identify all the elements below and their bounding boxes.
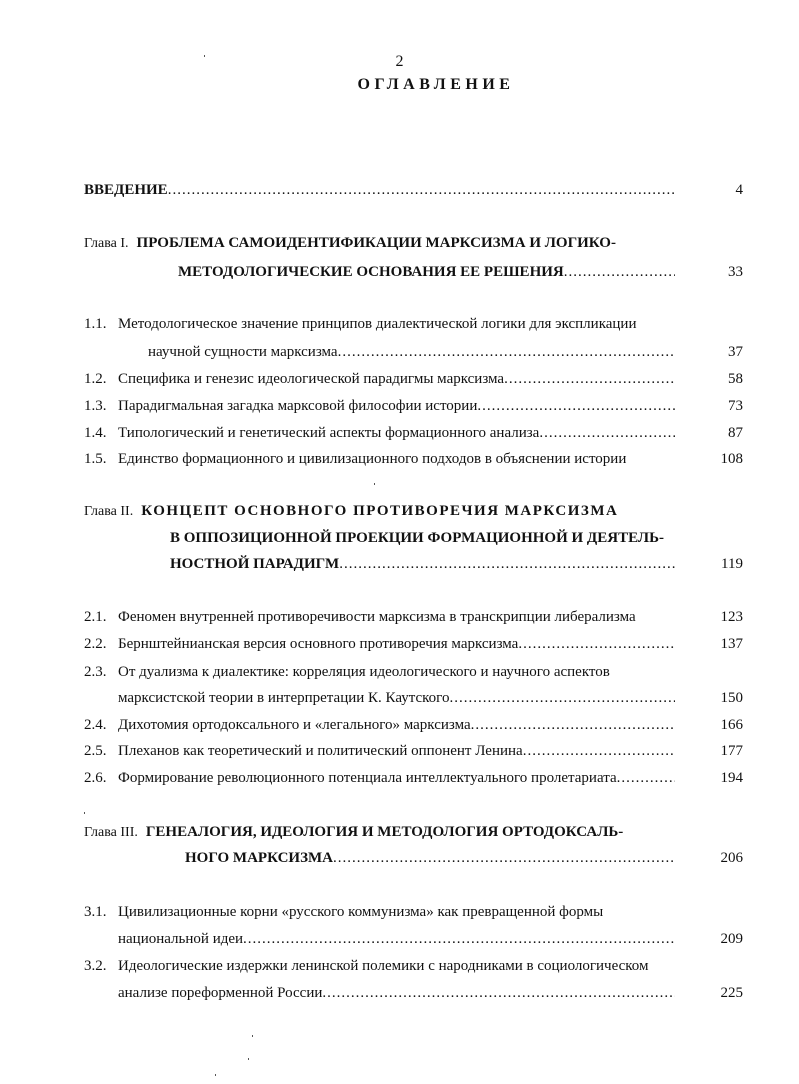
entry-page: 194 [720, 770, 743, 786]
entry-page: 123 [720, 609, 743, 625]
section-number: 3.2. [84, 958, 107, 974]
chapter-label: Глава II. [84, 504, 134, 519]
dot-leader [339, 556, 675, 573]
chapter-title: ГЕНЕАЛОГИЯ, ИДЕОЛОГИЯ И МЕТОДОЛОГИЯ ОРТОДОКСАЛЬ- [145, 824, 624, 840]
toc-entry [84, 743, 675, 763]
section-number: 2.5. [84, 743, 107, 759]
entry-page: 108 [720, 451, 743, 467]
toc-entry [84, 425, 675, 445]
dot-leader [504, 371, 675, 388]
section-number: 1.1. [84, 316, 107, 332]
section-number: 2.4. [84, 717, 107, 733]
dot-leader [243, 931, 675, 948]
dot-leader [539, 425, 675, 442]
toc-entry-intro [84, 182, 675, 202]
dot-leader [477, 398, 675, 415]
scan-speck [84, 812, 85, 814]
scan-speck [248, 1058, 249, 1060]
entry-page: 209 [720, 931, 743, 947]
toc-entry [84, 609, 636, 629]
entry-title: Специфика и генезис идеологической парадигмы марксизма [118, 371, 505, 387]
chapter-title: ПРОБЛЕМА САМОИДЕНТИФИКАЦИИ МАРКСИЗМА И ЛОГИКО- [136, 235, 616, 251]
scan-speck [204, 55, 205, 57]
entry-title: Парадигмальная загадка марксовой философии истории [118, 398, 478, 414]
entry-title: марксистской теории в интерпретации К. Каутского [118, 690, 450, 706]
chapter-title: МЕТОДОЛОГИЧЕСКИЕ ОСНОВАНИЯ ЕЕ РЕШЕНИЯ [178, 264, 564, 280]
section-number: 1.2. [84, 371, 107, 387]
chapter-title: НОСТНОЙ ПАРАДИГМ [170, 556, 340, 572]
toc-entry [84, 316, 637, 336]
entry-title: Плеханов как теоретический и политический оппонент Ленина [118, 743, 523, 759]
entry-page: 206 [720, 850, 743, 866]
entry-title: Дихотомия ортодоксального и «легального» марксизма [118, 717, 471, 733]
entry-title: ВВЕДЕНИЕ [84, 182, 168, 198]
toc-entry [84, 398, 675, 418]
dot-leader [617, 770, 675, 787]
scan-speck [374, 483, 375, 485]
chapter-title: В ОППОЗИЦИОННОЙ ПРОЕКЦИИ ФОРМАЦИОННОЙ И ДЕЯТЕЛЬ- [170, 530, 664, 546]
entry-page: 150 [720, 690, 743, 706]
entry-title: Типологический и генетический аспекты формационного анализа [118, 425, 540, 441]
chapter-title: НОГО МАРКСИЗМА [185, 850, 333, 866]
entry-page: 177 [720, 743, 743, 759]
entry-page: 37 [728, 344, 743, 360]
chapter-label: Глава I. [84, 236, 129, 251]
entry-title: Идеологические издержки ленинской полемики с народниками в социологическом [118, 958, 649, 974]
entry-page: 58 [728, 371, 743, 387]
toc-entry-cont [118, 985, 675, 1005]
entry-page: 137 [720, 636, 743, 652]
section-number: 2.2. [84, 636, 107, 652]
entry-page: 73 [728, 398, 743, 414]
dot-leader [518, 636, 675, 653]
section-number: 1.3. [84, 398, 107, 414]
section-number: 2.3. [84, 664, 107, 680]
chapter-heading-cont [178, 264, 675, 284]
entry-title: Методологическое значение принципов диалектической логики для экспликации [118, 316, 637, 332]
chapter-heading [84, 824, 623, 844]
toc-entry [84, 770, 675, 790]
entry-title: научной сущности марксизма [148, 344, 338, 360]
scan-speck [215, 1074, 216, 1076]
toc-entry [84, 451, 626, 471]
entry-page: 87 [728, 425, 743, 441]
chapter-heading [84, 503, 618, 523]
entry-title: анализе пореформенной России [118, 985, 323, 1001]
page-number: 2 [395, 53, 404, 70]
toc-entry-cont [148, 344, 675, 364]
chapter-heading [84, 235, 616, 255]
entry-page: 119 [721, 556, 743, 572]
dot-leader [168, 182, 675, 199]
toc-entry [84, 371, 675, 391]
scan-speck [252, 1035, 253, 1037]
dot-leader [338, 344, 675, 361]
dot-leader [471, 717, 675, 734]
entry-title: Формирование революционного потенциала интеллектуального пролетариата [118, 770, 617, 786]
section-number: 2.6. [84, 770, 107, 786]
section-number: 1.4. [84, 425, 107, 441]
toc-entry-cont [118, 690, 675, 710]
toc-entry [84, 958, 649, 978]
toc-entry [84, 717, 675, 737]
entry-page: 4 [735, 182, 743, 198]
section-number: 2.1. [84, 609, 107, 625]
entry-title: Бернштейнианская версия основного противоречия марксизма [118, 636, 519, 652]
toc-entry [84, 636, 675, 656]
entry-title: Цивилизационные корни «русского коммунизма» как превращенной формы [118, 904, 604, 920]
toc-entry-cont [118, 931, 675, 951]
toc-entry [84, 664, 610, 684]
chapter-heading-cont [170, 556, 675, 576]
dot-leader [322, 985, 675, 1002]
chapter-heading-cont [185, 850, 675, 870]
entry-title: национальной идеи [118, 931, 244, 947]
entry-page: 33 [728, 264, 743, 280]
section-number: 3.1. [84, 904, 107, 920]
toc-entry [84, 904, 603, 924]
chapter-label: Глава III. [84, 825, 138, 840]
dot-leader [523, 743, 675, 760]
entry-page: 166 [720, 717, 743, 733]
dot-leader [564, 264, 675, 281]
entry-title: Единство формационного и цивилизационного подходов в объяснении истории [118, 451, 627, 467]
chapter-heading-cont [170, 530, 664, 550]
entry-page: 225 [720, 985, 743, 1001]
entry-title: От дуализма к диалектике: корреляция идеологического и научного аспектов [118, 664, 610, 680]
page-title: ОГЛАВЛЕНИЕ [357, 76, 515, 93]
dot-leader [449, 690, 675, 707]
chapter-title: КОНЦЕПТ ОСНОВНОГО ПРОТИВОРЕЧИЯ МАРКСИЗМА [141, 503, 619, 519]
dot-leader [333, 850, 675, 867]
section-number: 1.5. [84, 451, 107, 467]
entry-title: Феномен внутренней противоречивости марксизма в транскрипции либерализма [118, 609, 636, 625]
